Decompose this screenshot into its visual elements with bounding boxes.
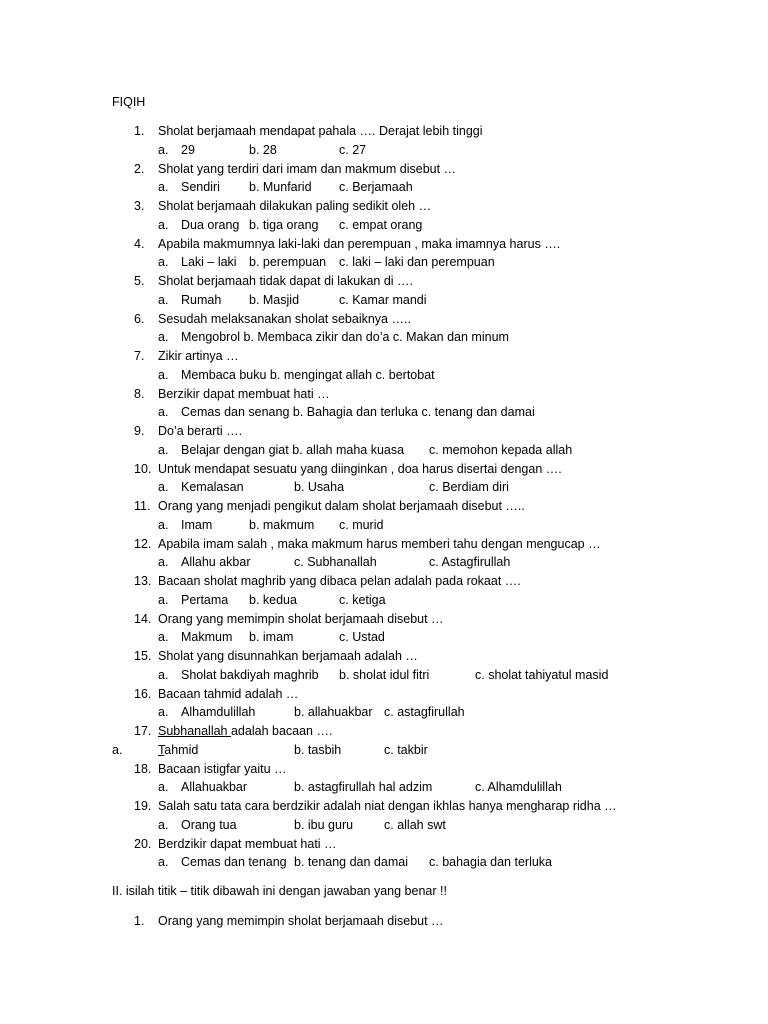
option-text: Imam [181,518,213,532]
option-letter: a. [158,180,169,194]
option-text: c. Kamar mandi [339,293,427,307]
option-letter: a. [112,743,123,757]
option-text: 29 [181,143,195,157]
option-text: b. makmum [249,518,315,532]
option-text: b. perempuan [249,255,327,269]
question-number: 8. [134,387,145,401]
option-text: b. imam [249,630,294,644]
option-text: b. sholat idul fitri [339,668,430,682]
question-text: Sholat yang disunnahkan berjamaah adalah … [158,649,418,663]
question-number: 3. [134,199,145,213]
option-text: b. ibu guru [294,818,354,832]
question-text: Orang yang memimpin sholat berjamaah disebut … [158,612,444,626]
option-letter: a. [158,293,169,307]
question-number: 16. [134,687,152,701]
question-number: 14. [134,612,152,626]
option-text: c. astagfirullah [384,705,465,719]
option-text: b. astagfirullah hal adzim [294,780,433,794]
question-text: Bacaan istigfar yaitu … [158,762,287,776]
option-text: c. takbir [384,743,428,757]
question-text: Bacaan sholat maghrib yang dibaca pelan adalah pada rokaat …. [158,574,521,588]
question-text: Sholat yang terdiri dari imam dan makmum disebut … [158,162,457,176]
option-letter: a. [158,668,169,682]
option-text: Rumah [181,293,222,307]
underlined-word: Subhanallah [158,724,231,738]
question-text: Zikir artinya … [158,349,239,363]
question-number: 18. [134,762,152,776]
option-letter: a. [158,368,169,382]
option-text: b. Masjid [249,293,300,307]
option-letter: a. [158,480,169,494]
question-number: 7. [134,349,145,363]
option-text: Membaca buku b. mengingat allah c. bertobat [181,368,435,382]
question-text: Berdzikir dapat membuat hati … [158,837,337,851]
document-title: FIQIH [112,95,146,109]
option-text: b. Usaha [294,480,345,494]
question-text: Sholat berjamaah tidak dapat di lakukan di …. [158,274,414,288]
underlined-letter: T [158,743,165,757]
option-letter: a. [158,405,169,419]
option-text: c. Alhamdulillah [475,780,562,794]
option-text: c. 27 [339,143,367,157]
question-text: Sholat berjamaah mendapat pahala …. Derajat lebih tinggi [158,124,483,138]
option-letter: a. [158,443,169,457]
option-text: c. Berjamaah [339,180,413,194]
question-text: Orang yang menjadi pengikut dalam sholat berjamaah disebut ….. [158,499,525,513]
question-number: 1. [134,914,145,928]
question-text [158,723,332,739]
option-text: c. Berdiam diri [429,480,509,494]
option-text: c. Astagfirullah [429,555,511,569]
option-text: b. Munfarid [249,180,312,194]
option-text [158,742,198,758]
question-number: 19. [134,799,152,813]
option-text: b. allahuakbar [294,705,373,719]
question-number: 6. [134,312,145,326]
question-text: Orang yang memimpin sholat berjamaah disebut … [158,914,444,928]
option-text: Cemas dan senang b. Bahagia dan terluka c. tenang dan damai [181,405,535,419]
option-text: Laki – laki [181,255,237,269]
option-letter: a. [158,555,169,569]
question-number: 13. [134,574,152,588]
option-text: Belajar dengan giat b. allah maha kuasa [181,443,405,457]
question-text: Untuk mendapat sesuatu yang diinginkan , doa harus disertai dengan …. [158,462,562,476]
option-text: c. Subhanallah [294,555,377,569]
question-number: 9. [134,424,145,438]
option-text: Sholat bakdiyah maghrib [181,668,319,682]
question-number: 5. [134,274,145,288]
question-text: Do’a berarti …. [158,424,243,438]
question-number: 10. [134,462,152,476]
option-text: c. ketiga [339,593,386,607]
option-letter: a. [158,593,169,607]
option-letter: a. [158,855,169,869]
option-letter: a. [158,630,169,644]
option-text: Allahuakbar [181,780,248,794]
option-text: c. Ustad [339,630,385,644]
question-text: Apabila makmumnya laki-laki dan perempuan , maka imamnya harus …. [158,237,561,251]
option-text: Orang tua [181,818,237,832]
option-text: c. sholat tahiyatul masid [475,668,609,682]
option-text: b. 28 [249,143,277,157]
question-text: Sholat berjamaah dilakukan paling sedikit oleh … [158,199,432,213]
option-text: b. tiga orang [249,218,319,232]
option-text: Mengobrol b. Membaca zikir dan do’a c. Makan dan minum [181,330,509,344]
option-text: b. tenang dan damai [294,855,408,869]
option-text: c. laki – laki dan perempuan [339,255,495,269]
option-text: Kemalasan [181,480,244,494]
question-text: Berzikir dapat membuat hati … [158,387,330,401]
question-text: Sesudah melaksanakan sholat sebaiknya ….. [158,312,411,326]
question-number: 11. [134,499,151,513]
option-letter: a. [158,518,169,532]
question-number: 2. [134,162,145,176]
question-number: 17. [134,724,152,738]
question-text: Bacaan tahmid adalah … [158,687,299,701]
option-text: c. allah swt [384,818,446,832]
option-text: Allahu akbar [181,555,251,569]
option-text: b. tasbih [294,743,342,757]
option-text-rest: ahmid [164,743,199,757]
question-text: Apabila imam salah , maka makmum harus memberi tahu dengan mengucap … [158,537,601,551]
option-letter: a. [158,218,169,232]
question-number: 20. [134,837,152,851]
option-text: Alhamdulillah [181,705,256,719]
option-text: c. bahagia dan terluka [429,855,553,869]
question-text: Salah satu tata cara berdzikir adalah niat dengan ikhlas hanya mengharap ridha … [158,799,617,813]
question-number: 12. [134,537,152,551]
question-number: 4. [134,237,145,251]
option-text: Cemas dan tenang [181,855,287,869]
option-text: c. murid [339,518,384,532]
option-text: Pertama [181,593,229,607]
option-text: c. empat orang [339,218,423,232]
option-text: Dua orang [181,218,240,232]
section-heading: II. isilah titik – titik dibawah ini dengan jawaban yang benar !! [112,884,447,898]
question-number: 15. [134,649,152,663]
question-text-rest: adalah bacaan …. [230,724,333,738]
option-letter: a. [158,330,169,344]
option-letter: a. [158,143,169,157]
question-number: 1. [134,124,145,138]
option-text: Makmum [181,630,233,644]
option-text: Sendiri [181,180,220,194]
option-letter: a. [158,780,169,794]
option-letter: a. [158,818,169,832]
option-letter: a. [158,705,169,719]
option-text: b. kedua [249,593,297,607]
option-letter: a. [158,255,169,269]
option-text: c. memohon kepada allah [429,443,573,457]
